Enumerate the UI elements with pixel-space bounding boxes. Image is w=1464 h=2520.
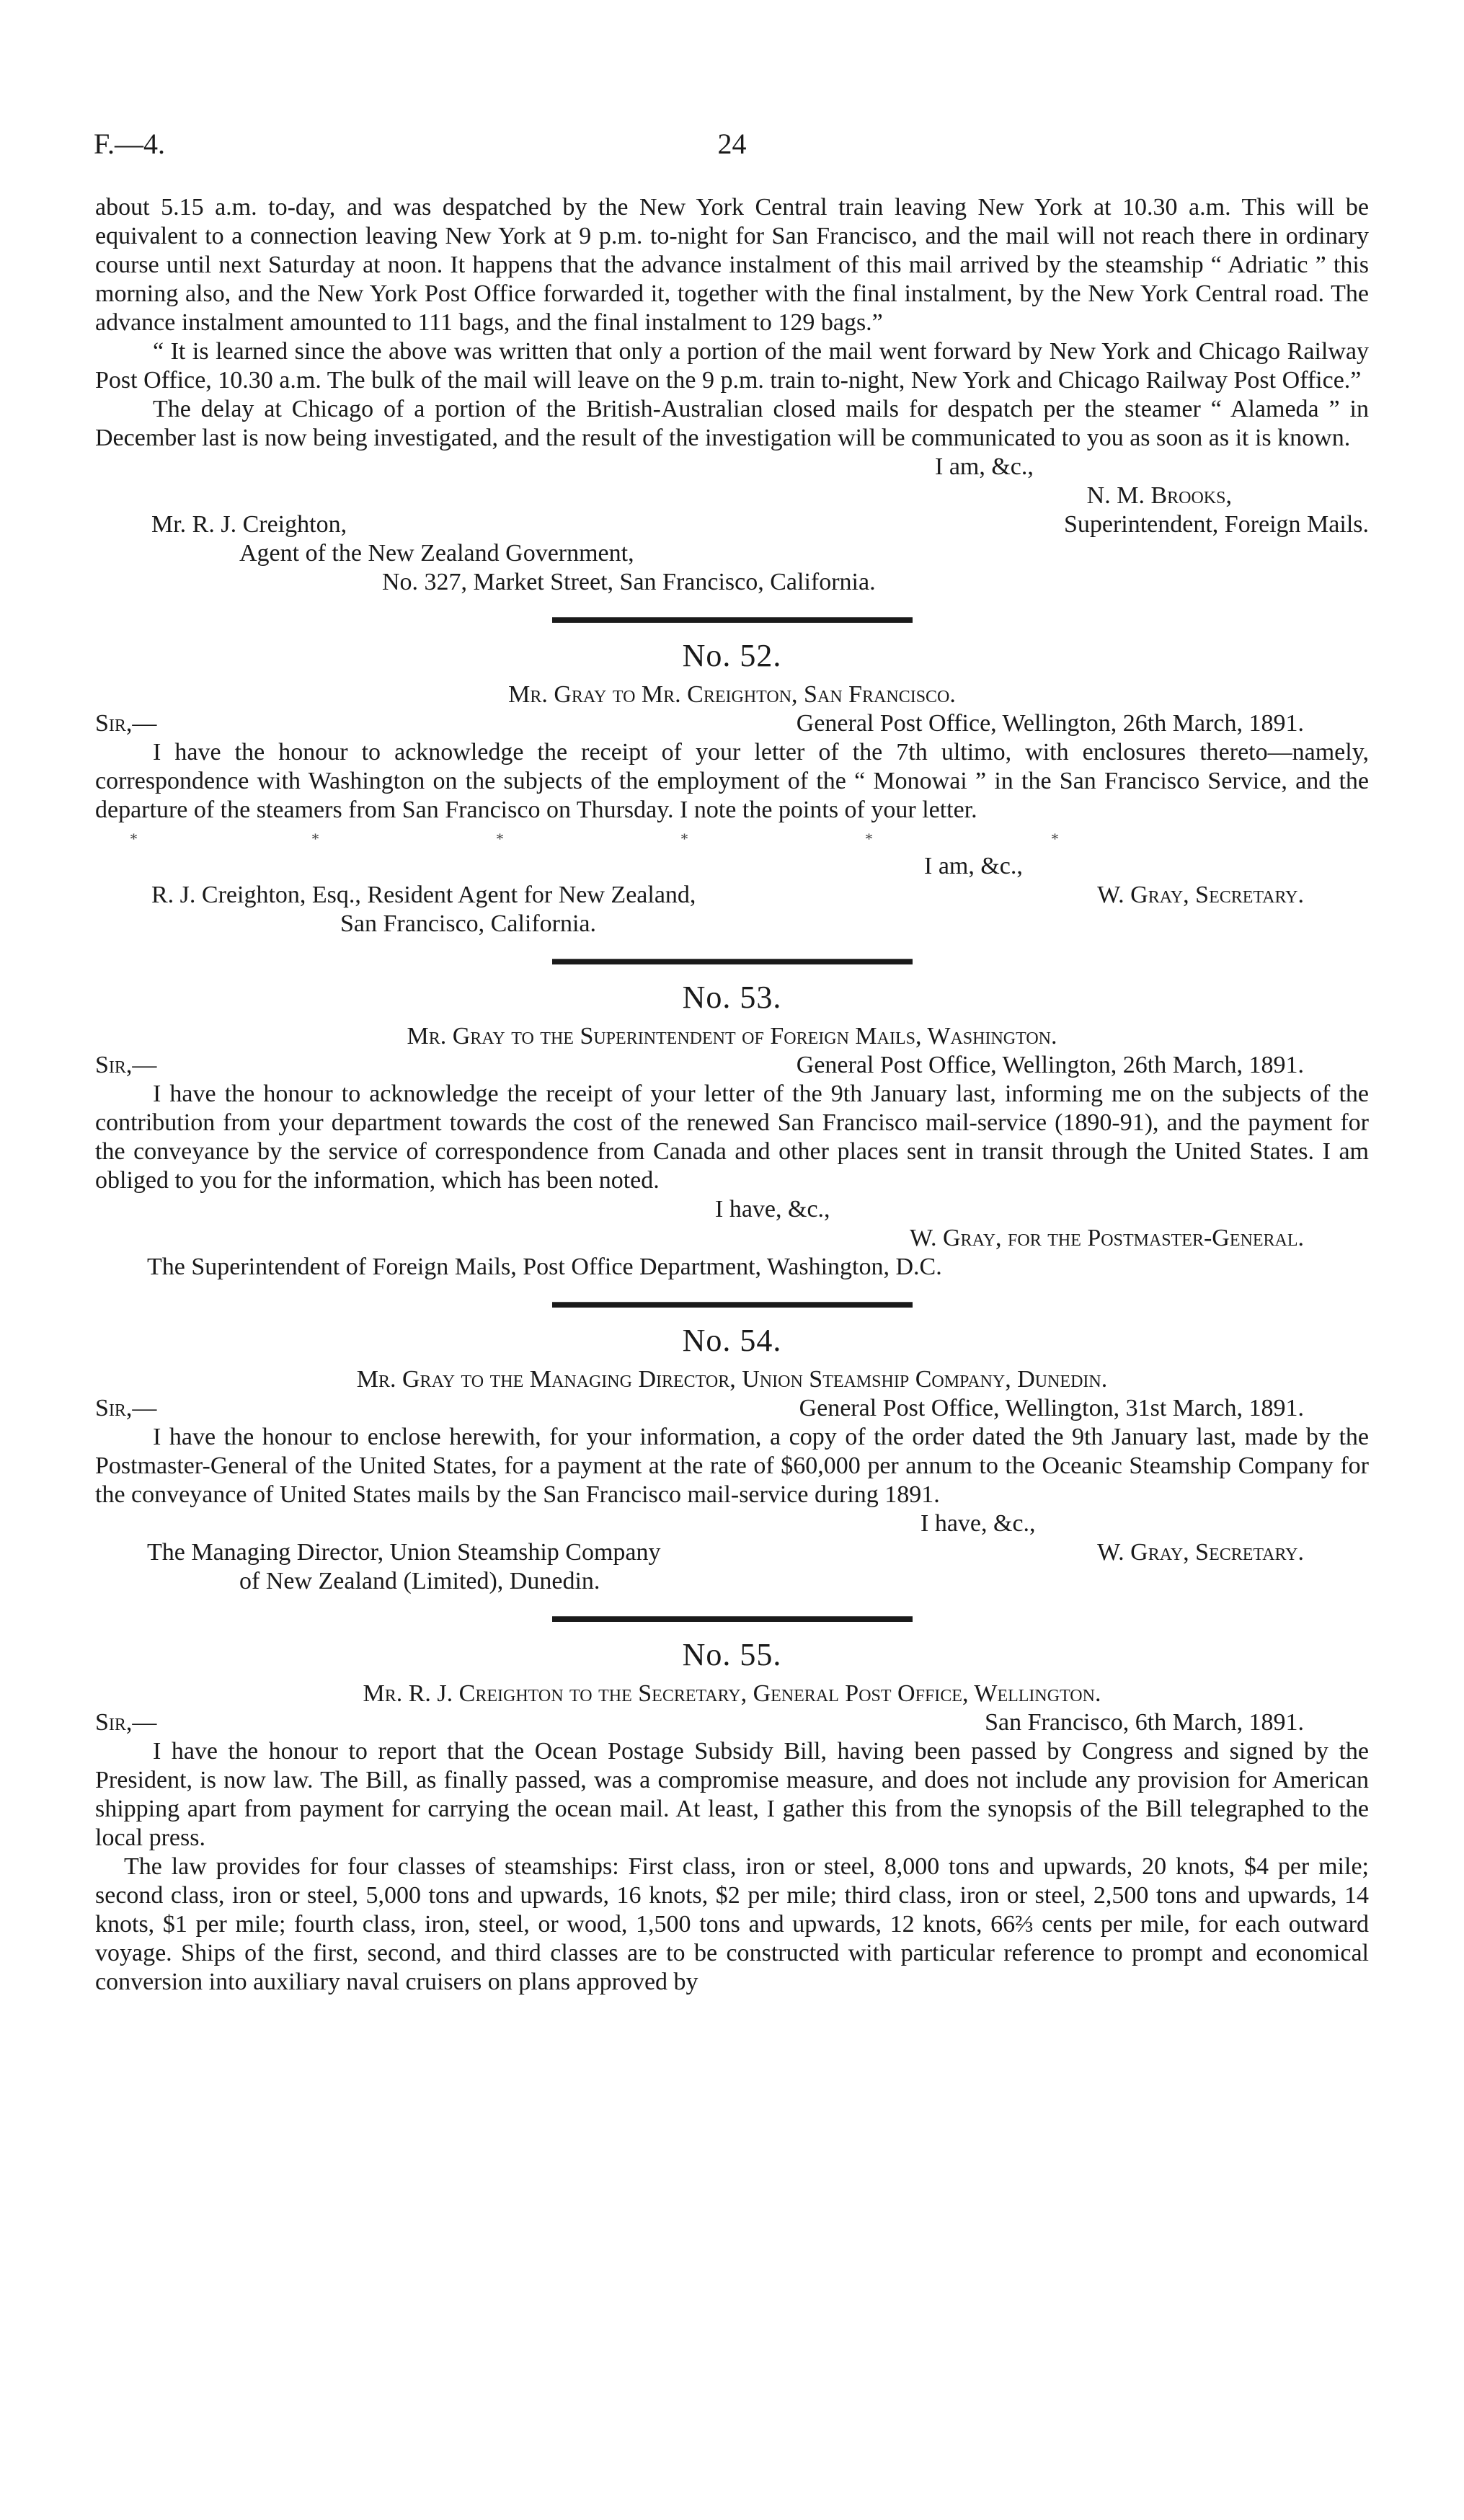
- intro-paragraph-3: The delay at Chicago of a portion of the British-Australian closed mails for despatch per the steamer “ Alameda ” in December last is now being investigated, and the result of the investigation will be communicated to you as soon as it is known.: [95, 396, 1369, 451]
- letter-55-number: No. 55.: [682, 1637, 782, 1672]
- page-content: [95, 193, 1369, 1997]
- section-divider: [552, 617, 913, 623]
- omission-star: *: [311, 830, 319, 848]
- section-divider: [552, 1616, 913, 1622]
- page-number: 24: [717, 128, 747, 160]
- letter-52-omission-stars: [95, 825, 1369, 852]
- intro-signer: N. M. Brooks,: [1086, 482, 1232, 509]
- letter-54-addressee-1: The Managing Director, Union Steamship Company: [147, 1539, 661, 1566]
- letter-52-number: No. 52.: [682, 638, 782, 673]
- intro-closing: I am, &c.,: [935, 453, 1034, 480]
- letter-54-body: I have the honour to enclose herewith, for your information, a copy of the order dated the 9th January last, made by the Postmaster-General of the United States, for a payment at the rate of $60,000 per annum to the Oceanic Steamship Company for the conveyance of United States mails by the San Francisco mail-service during 1891.: [95, 1424, 1369, 1508]
- section-divider: [552, 959, 913, 964]
- letter-54-signature: W. Gray, Secretary.: [1097, 1539, 1304, 1566]
- letter-52-addressee-1: R. J. Creighton, Esq., Resident Agent for New Zealand,: [151, 882, 696, 908]
- letter-54-salutation: Sir,—: [95, 1395, 157, 1421]
- letter-53-body: I have the honour to acknowledge the receipt of your letter of the 9th January last, informing me on the subjects of the contribution from your department towards the cost of the renewed San Francisco mail-service (1890-91), and the payment for the conveyance by the service of correspondence from Canada and other places sent in transit through the United States. I am obliged to you for the information, which has been noted.: [95, 1081, 1369, 1194]
- letter-53-salutation: Sir,—: [95, 1052, 157, 1078]
- document-reference: F.—4.: [94, 128, 166, 160]
- letter-55-dateline: San Francisco, 6th March, 1891.: [985, 1709, 1304, 1736]
- intro-paragraph-1: about 5.15 a.m. to-day, and was despatched by the New York Central train leaving New York at 10.30 a.m. This will be equivalent to a connection leaving New York at 9 p.m. to-night for San Francisco, and the mail will not reach there in ordinary course until next Saturday at noon. It happens that the advance instalment of this mail arrived by the steamship “ Adriatic ” this morning also, and the New York Post Office forwarded it, together with the final instalment, by the New York Central road. The advance instalment amounted to 111 bags, and the final instalment to 129 bags.”: [95, 194, 1369, 336]
- intro-addressee-3: No. 327, Market Street, San Francisco, California.: [382, 569, 876, 595]
- omission-star: *: [680, 830, 688, 848]
- letter-55-body: I have the honour to report that the Ocean Postage Subsidy Bill, having been passed by Congress and signed by the President, is now law. The Bill, as finally passed, was a compromise measure, and does not include any provision for American shipping apart from payment for carrying the ocean mail. At least, I gather this from the synopsis of the Bill telegraphed to the local press.: [95, 1738, 1369, 1851]
- letter-53-closing: I have, &c.,: [715, 1196, 830, 1223]
- letter-53-addressee: The Superintendent of Foreign Mails, Post Office Department, Washington, D.C.: [147, 1254, 942, 1280]
- letter-54-dateline: General Post Office, Wellington, 31st March, 1891.: [799, 1395, 1304, 1421]
- intro-addressee-2: Agent of the New Zealand Government,: [239, 540, 634, 567]
- omission-star: *: [865, 830, 873, 848]
- letter-52-salutation: Sir,—: [95, 710, 157, 737]
- letter-54-closing: I have, &c.,: [920, 1510, 1036, 1537]
- letter-53-signature: W. Gray, for the Postmaster-General.: [910, 1225, 1304, 1251]
- letter-52-signature: W. Gray, Secretary.: [1097, 882, 1304, 908]
- letter-54-number: No. 54.: [682, 1323, 782, 1358]
- page-header: [94, 127, 1370, 163]
- intro-paragraph-2: “ It is learned since the above was written that only a portion of the mail went forward by New York and Chicago Railway Post Office, 10.30 a.m. The bulk of the mail will leave on the 9 p.m. train to-night, New York and Chicago Railway Post Office.”: [95, 338, 1369, 394]
- intro-addressee-1: Mr. R. J. Creighton,: [151, 511, 347, 538]
- omission-star: *: [496, 830, 504, 848]
- letter-52-subtitle: Mr. Gray to Mr. Creighton, San Francisco.: [508, 681, 956, 708]
- letter-55-body-2: The law provides for four classes of steamships: First class, iron or steel, 8,000 tons and upwards, 20 knots, $4 per mile; second class, iron or steel, 5,000 tons and upwards, 16 knots, $2 per mile; third class, iron or steel, 2,500 tons and upwards, 14 knots, $1 per mile; fourth class, iron, steel, or wood, 1,500 tons and upwards, 12 knots, 66⅔ cents per mile, for each outward voyage. Ships of the first, second, and third classes are to be constructed with particular reference to prompt and economical conversion into auxiliary naval cruisers on plans approved by: [95, 1853, 1369, 1995]
- letter-55-subtitle: Mr. R. J. Creighton to the Secretary, General Post Office, Wellington.: [363, 1680, 1101, 1707]
- section-divider: [552, 1302, 913, 1308]
- omission-star: *: [130, 830, 138, 848]
- letter-52-addressee-2: San Francisco, California.: [340, 910, 597, 937]
- letter-54-addressee-2: of New Zealand (Limited), Dunedin.: [239, 1568, 600, 1594]
- letter-52-closing: I am, &c.,: [924, 853, 1023, 879]
- letter-52-dateline: General Post Office, Wellington, 26th March, 1891.: [796, 710, 1304, 737]
- omission-star: *: [1051, 830, 1059, 848]
- letter-54-subtitle: Mr. Gray to the Managing Director, Union Steamship Company, Dunedin.: [356, 1366, 1108, 1393]
- letter-52-body: I have the honour to acknowledge the receipt of your letter of the 7th ultimo, with enclosures thereto—namely, correspondence with Washington on the subjects of the employment of the “ Monowai ” in the San Francisco Service, and the departure of the steamers from San Francisco on Thursday. I note the points of your letter.: [95, 739, 1369, 823]
- letter-53-dateline: General Post Office, Wellington, 26th March, 1891.: [796, 1052, 1304, 1078]
- letter-53-number: No. 53.: [682, 980, 782, 1015]
- intro-signer-title: Superintendent, Foreign Mails.: [1063, 511, 1369, 538]
- letter-53-subtitle: Mr. Gray to the Superintendent of Foreign Mails, Washington.: [407, 1023, 1057, 1050]
- letter-55-salutation: Sir,—: [95, 1709, 157, 1736]
